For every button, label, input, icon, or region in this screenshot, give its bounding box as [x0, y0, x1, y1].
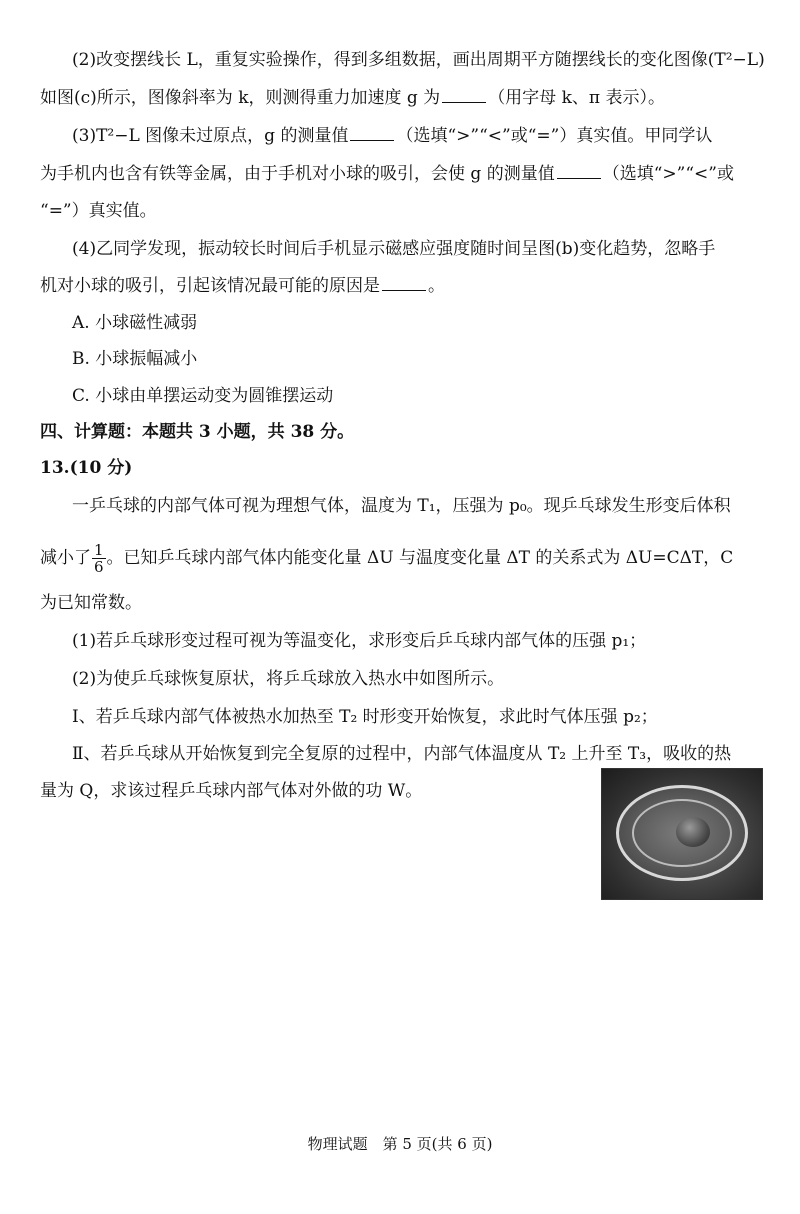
q12-part2-line1: (2)改变摆线长 L，重复实验操作，得到多组数据，画出周期平方随摆线长的变化图像(T²−L)	[72, 50, 765, 70]
q13-line1: 一乒乓球的内部气体可视为理想气体，温度为 T₁，压强为 p₀。现乒乓球发生形变后体积	[72, 496, 731, 516]
q12-part4-line1: (4)乙同学发现，振动较长时间后手机显示磁感应强度随时间呈图(b)变化趋势，忽略手	[72, 239, 716, 259]
ping-pong-ball	[676, 817, 710, 847]
q13-line3: 为已知常数。	[40, 593, 142, 613]
answer-blank[interactable]	[557, 162, 601, 179]
option-c: C. 小球由单摆运动变为圆锥摆运动	[72, 386, 334, 406]
answer-blank[interactable]	[382, 274, 426, 291]
fraction-one-sixth: $\frac{1}{6}$	[94, 541, 104, 576]
answer-blank[interactable]	[350, 124, 394, 141]
ping-pong-ball-in-hot-water-photo	[601, 768, 763, 900]
option-a: A. 小球磁性减弱	[72, 313, 198, 333]
option-b: B. 小球振幅减小	[72, 349, 198, 369]
q13-sub2: (2)为使乒乓球恢复原状，将乒乓球放入热水中如图所示。	[72, 669, 505, 689]
q12-part3-line2: 为手机内也含有铁等金属，由于手机对小球的吸引，会使 g 的测量值 （选填“>”“<”或	[40, 164, 734, 184]
q13-heading: 13.(10 分)	[40, 458, 133, 478]
q12-part2-line2: 如图(c)所示，图像斜率为 k，则测得重力加速度 g 为 （用字母 k、π 表示）。	[40, 88, 665, 108]
page-footer: 物理试题 第 5 页(共 6 页)	[307, 1135, 493, 1153]
q13-line2: 减小了 $\frac{1}{6}$ 。已知乒乓球内部气体内能变化量 ΔU 与温度变化量 ΔT 的关系式为 ΔU=CΔT，C	[40, 541, 734, 576]
section-heading: 四、计算题：本题共 3 小题，共 38 分。	[40, 422, 355, 442]
q13-sub2-ii-line2: 量为 Q，求该过程乒乓球内部气体对外做的功 W。	[40, 781, 423, 801]
q12-part4-line2: 机对小球的吸引，引起该情况最可能的原因是 。	[40, 276, 445, 296]
q13-sub2-ii-line1: Ⅱ、若乒乓球从开始恢复到完全复原的过程中，内部气体温度从 T₂ 上升至 T₃，吸收的热	[72, 744, 732, 764]
q13-sub1: (1)若乒乓球形变过程可视为等温变化，求形变后乒乓球内部气体的压强 p₁；	[72, 631, 647, 651]
q12-part3-line1: (3)T²−L 图像未过原点，g 的测量值 （选填“>”“<”或“=”）真实值。甲同学认	[72, 126, 713, 146]
q12-part3-line3: “=”）真实值。	[40, 201, 157, 221]
q13-sub2-i: Ⅰ、若乒乓球内部气体被热水加热至 T₂ 时形变开始恢复，求此时气体压强 p₂；	[72, 707, 658, 727]
answer-blank[interactable]	[442, 86, 486, 103]
